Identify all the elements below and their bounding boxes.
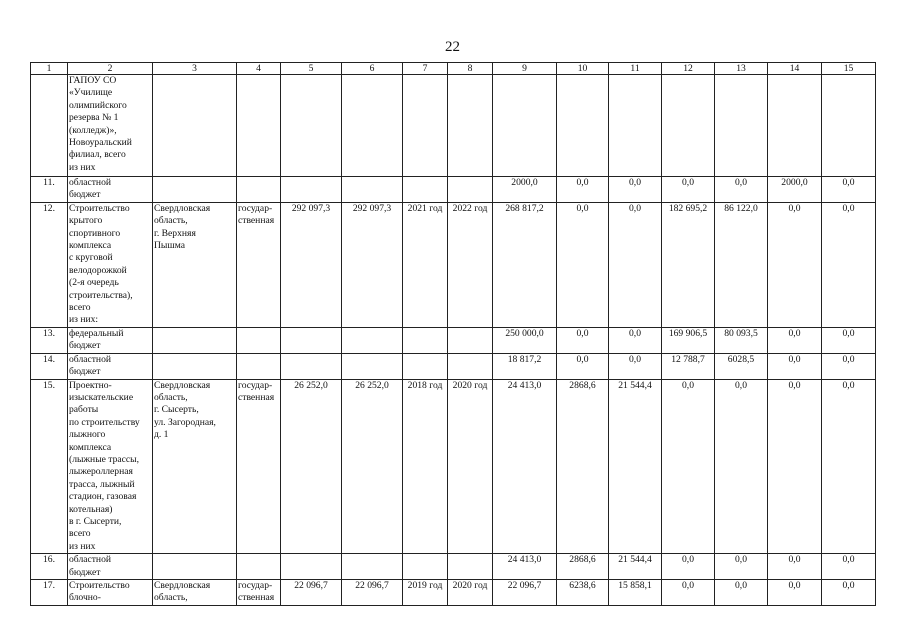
value-cell-col-10: 2868,6 [557, 379, 609, 554]
column-number-7: 7 [403, 63, 448, 75]
value-cell-col-9 [493, 75, 557, 177]
value-cell-col-5 [281, 75, 342, 177]
value-cell-col-7: 2019 год [403, 580, 448, 606]
value-cell-col-11 [609, 75, 662, 177]
value-cell-col-6: 22 096,7 [342, 580, 403, 606]
value-cell-col-8 [448, 353, 493, 379]
column-number-12: 12 [662, 63, 715, 75]
location-cell [153, 177, 237, 203]
value-cell-col-9: 250 000,0 [493, 327, 557, 353]
value-cell-col-8 [448, 75, 493, 177]
value-cell-col-9: 22 096,7 [493, 580, 557, 606]
ownership-cell [237, 177, 281, 203]
value-cell-col-8 [448, 327, 493, 353]
value-cell-col-11: 0,0 [609, 353, 662, 379]
value-cell-col-10: 0,0 [557, 353, 609, 379]
column-number-10: 10 [557, 63, 609, 75]
value-cell-col-12: 0,0 [662, 554, 715, 580]
row-number-cell: 11. [31, 177, 68, 203]
table-row [31, 554, 876, 580]
value-cell-col-14: 0,0 [768, 379, 822, 554]
value-cell-col-13: 86 122,0 [715, 202, 768, 327]
value-cell-col-14: 0,0 [768, 554, 822, 580]
value-cell-col-12: 0,0 [662, 580, 715, 606]
location-cell [153, 75, 237, 177]
value-cell-col-5 [281, 177, 342, 203]
value-cell-col-15: 0,0 [822, 202, 876, 327]
value-cell-col-14: 0,0 [768, 580, 822, 606]
location-cell [153, 554, 237, 580]
column-number-13: 13 [715, 63, 768, 75]
object-name-cell: Строительство блочно- [68, 580, 153, 606]
value-cell-col-13 [715, 75, 768, 177]
value-cell-col-10: 0,0 [557, 177, 609, 203]
value-cell-col-11: 0,0 [609, 202, 662, 327]
value-cell-col-14 [768, 75, 822, 177]
value-cell-col-8 [448, 177, 493, 203]
value-cell-col-6 [342, 353, 403, 379]
table-row [31, 379, 876, 554]
row-number-cell: 13. [31, 327, 68, 353]
value-cell-col-13: 0,0 [715, 177, 768, 203]
value-cell-col-5: 26 252,0 [281, 379, 342, 554]
table-row [31, 580, 876, 606]
value-cell-col-11: 15 858,1 [609, 580, 662, 606]
value-cell-col-12: 0,0 [662, 379, 715, 554]
value-cell-col-6 [342, 177, 403, 203]
value-cell-col-7 [403, 75, 448, 177]
row-number-cell: 15. [31, 379, 68, 554]
ownership-cell [237, 75, 281, 177]
location-cell [153, 353, 237, 379]
value-cell-col-6 [342, 327, 403, 353]
value-cell-col-15: 0,0 [822, 379, 876, 554]
table-row [31, 75, 876, 177]
value-cell-col-12: 0,0 [662, 177, 715, 203]
ownership-cell [237, 327, 281, 353]
value-cell-col-10: 2868,6 [557, 554, 609, 580]
value-cell-col-8: 2020 год [448, 580, 493, 606]
column-number-14: 14 [768, 63, 822, 75]
value-cell-col-13: 6028,5 [715, 353, 768, 379]
value-cell-col-7: 2018 год [403, 379, 448, 554]
row-number-cell [31, 75, 68, 177]
value-cell-col-9: 18 817,2 [493, 353, 557, 379]
column-number-8: 8 [448, 63, 493, 75]
object-name-cell: областной бюджет [68, 353, 153, 379]
value-cell-col-14: 0,0 [768, 202, 822, 327]
value-cell-col-15: 0,0 [822, 177, 876, 203]
value-cell-col-7 [403, 554, 448, 580]
value-cell-col-10: 6238,6 [557, 580, 609, 606]
value-cell-col-15 [822, 75, 876, 177]
ownership-cell: государ- ственная [237, 202, 281, 327]
value-cell-col-10: 0,0 [557, 327, 609, 353]
object-name-cell: Проектно- изыскательские работы по строительству лыжного комплекса (лыжные трассы, лыжероллерная трасса, лыжный стадион, газовая котельная) в г. Сысерти, всего из них [68, 379, 153, 554]
value-cell-col-6: 292 097,3 [342, 202, 403, 327]
value-cell-col-7 [403, 327, 448, 353]
page-number: 22 [445, 39, 460, 55]
object-name-cell: федеральный бюджет [68, 327, 153, 353]
ownership-cell: государ- ственная [237, 379, 281, 554]
budget-table [30, 62, 876, 606]
value-cell-col-13: 0,0 [715, 379, 768, 554]
value-cell-col-8 [448, 554, 493, 580]
column-number-2: 2 [68, 63, 153, 75]
value-cell-col-12: 12 788,7 [662, 353, 715, 379]
value-cell-col-6: 26 252,0 [342, 379, 403, 554]
value-cell-col-13: 0,0 [715, 554, 768, 580]
value-cell-col-5: 22 096,7 [281, 580, 342, 606]
value-cell-col-15: 0,0 [822, 327, 876, 353]
value-cell-col-6 [342, 554, 403, 580]
value-cell-col-6 [342, 75, 403, 177]
location-cell: Свердловская область, г. Верхняя Пышма [153, 202, 237, 327]
value-cell-col-15: 0,0 [822, 580, 876, 606]
value-cell-col-14: 0,0 [768, 353, 822, 379]
value-cell-col-8: 2020 год [448, 379, 493, 554]
value-cell-col-5: 292 097,3 [281, 202, 342, 327]
value-cell-col-14: 2000,0 [768, 177, 822, 203]
value-cell-col-9: 24 413,0 [493, 554, 557, 580]
value-cell-col-12 [662, 75, 715, 177]
value-cell-col-10: 0,0 [557, 202, 609, 327]
value-cell-col-11: 0,0 [609, 177, 662, 203]
object-name-cell: областной бюджет [68, 554, 153, 580]
value-cell-col-10 [557, 75, 609, 177]
value-cell-col-11: 21 544,4 [609, 379, 662, 554]
location-cell: Свердловская область, [153, 580, 237, 606]
value-cell-col-5 [281, 353, 342, 379]
value-cell-col-5 [281, 327, 342, 353]
ownership-cell [237, 554, 281, 580]
value-cell-col-12: 169 906,5 [662, 327, 715, 353]
value-cell-col-8: 2022 год [448, 202, 493, 327]
value-cell-col-7 [403, 177, 448, 203]
column-number-1: 1 [31, 63, 68, 75]
table-row [31, 327, 876, 353]
ownership-cell: государ- ственная [237, 580, 281, 606]
column-number-3: 3 [153, 63, 237, 75]
value-cell-col-15: 0,0 [822, 353, 876, 379]
value-cell-col-13: 80 093,5 [715, 327, 768, 353]
value-cell-col-13: 0,0 [715, 580, 768, 606]
column-number-row [31, 63, 876, 75]
value-cell-col-7 [403, 353, 448, 379]
location-cell: Свердловская область, г. Сысерть, ул. Загородная, д. 1 [153, 379, 237, 554]
table-row [31, 177, 876, 203]
column-number-11: 11 [609, 63, 662, 75]
row-number-cell: 16. [31, 554, 68, 580]
column-number-4: 4 [237, 63, 281, 75]
object-name-cell: Строительство крытого спортивного комплекса с круговой велодорожкой (2-я очередь строительства), всего из них: [68, 202, 153, 327]
column-number-6: 6 [342, 63, 403, 75]
value-cell-col-9: 2000,0 [493, 177, 557, 203]
row-number-cell: 14. [31, 353, 68, 379]
location-cell [153, 327, 237, 353]
value-cell-col-9: 24 413,0 [493, 379, 557, 554]
object-name-cell: областной бюджет [68, 177, 153, 203]
value-cell-col-9: 268 817,2 [493, 202, 557, 327]
table-row [31, 202, 876, 327]
value-cell-col-11: 0,0 [609, 327, 662, 353]
value-cell-col-12: 182 695,2 [662, 202, 715, 327]
row-number-cell: 12. [31, 202, 68, 327]
column-number-5: 5 [281, 63, 342, 75]
value-cell-col-15: 0,0 [822, 554, 876, 580]
row-number-cell: 17. [31, 580, 68, 606]
value-cell-col-5 [281, 554, 342, 580]
value-cell-col-11: 21 544,4 [609, 554, 662, 580]
ownership-cell [237, 353, 281, 379]
column-number-9: 9 [493, 63, 557, 75]
table-row [31, 353, 876, 379]
value-cell-col-14: 0,0 [768, 327, 822, 353]
object-name-cell: ГАПОУ СО «Училище олимпийского резерва № 1 (колледж)», Новоуральский филиал, всего из них [68, 75, 153, 177]
value-cell-col-7: 2021 год [403, 202, 448, 327]
column-number-15: 15 [822, 63, 876, 75]
